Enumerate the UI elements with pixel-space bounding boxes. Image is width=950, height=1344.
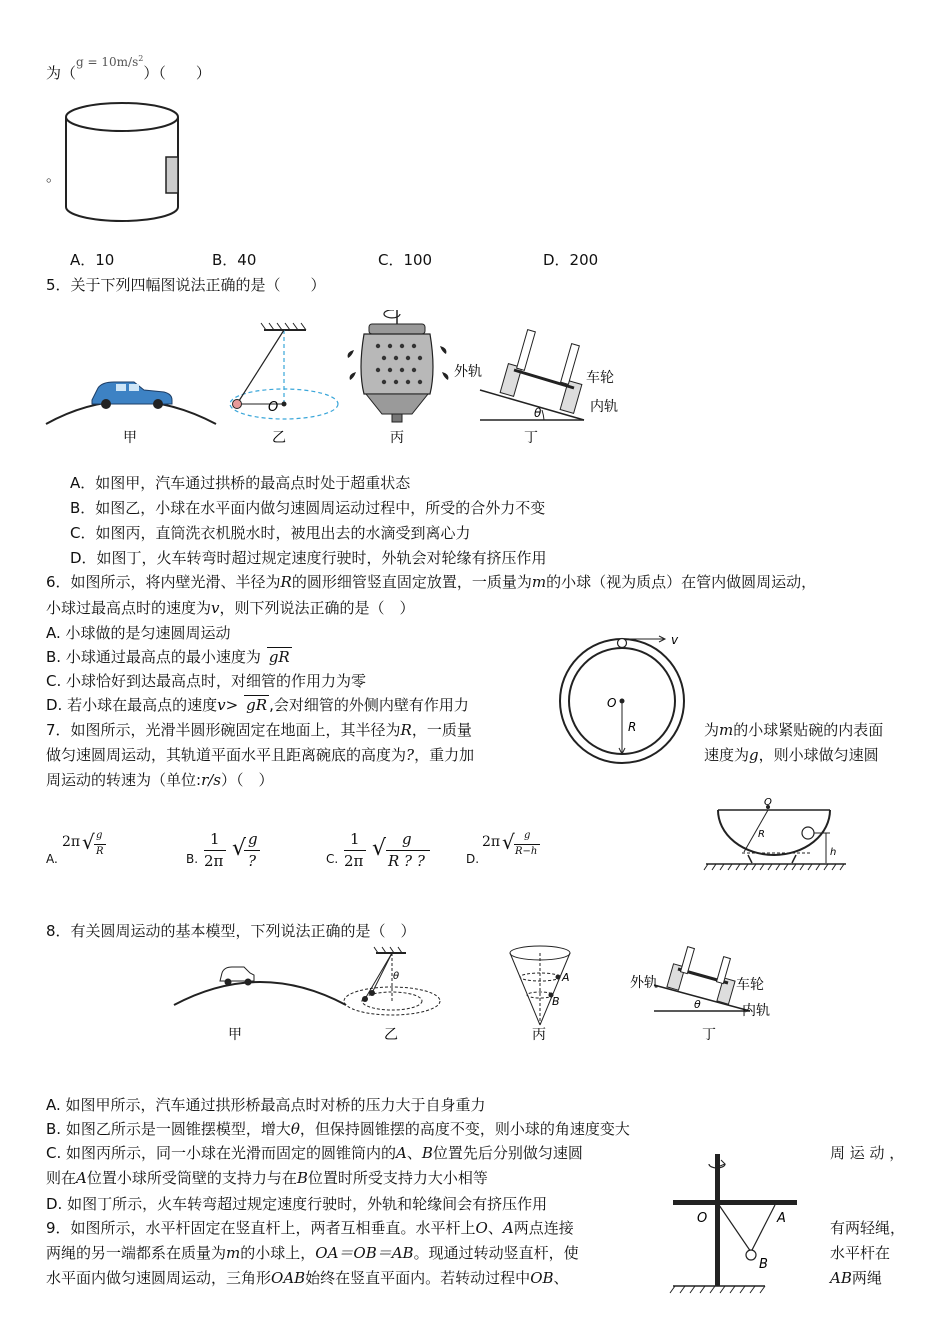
q8-option-c-a-var: A — [396, 1144, 407, 1162]
q5-option-d[interactable]: D．如图丁，火车转弯时超过规定速度行驶时，外轨会对轮缘有挤压作用 — [70, 549, 547, 567]
q9-line3 — [46, 1267, 569, 1288]
q7-option-b-bar — [244, 850, 260, 851]
q7-option-c-radical: √ — [372, 836, 387, 861]
drum-body — [361, 334, 433, 394]
q7-line2-g: g — [749, 746, 759, 764]
q8-fig-b: B — [552, 995, 560, 1008]
q6-line1-r: R — [280, 573, 292, 591]
q6-option-b[interactable] — [46, 646, 292, 667]
q9-line2-eq: OA＝OB＝AB — [315, 1244, 414, 1262]
q5-stem: 5．关于下列四幅图说法正确的是（ ） — [46, 276, 326, 294]
q5-fig-inner: 内轨 — [590, 399, 618, 415]
q7-option-c-den1: 2π — [344, 852, 364, 870]
q8-option-c2-a-var: A — [76, 1169, 87, 1187]
q7-line1-right — [704, 719, 883, 740]
q6-fig-v: v — [671, 633, 679, 647]
q8-fig-jia — [174, 967, 346, 1005]
q4-prefix-text: 为（ — [46, 64, 77, 82]
q9-line3-oab: OAB — [271, 1269, 306, 1287]
q7-option-b-label: B. — [186, 852, 199, 866]
q8-fig-yi — [344, 947, 440, 1015]
q4-option-a[interactable]: A．10 — [70, 251, 115, 269]
q6-line2 — [46, 597, 415, 618]
q7-option-c-num: g — [402, 830, 412, 848]
q8-option-c-sep: 、 — [406, 1144, 422, 1162]
q9-line3-e: 两绳 — [851, 1269, 882, 1287]
q9-rod-figure — [665, 1148, 830, 1298]
q7-line3-unit: r/s — [201, 771, 221, 789]
q9-line2-c: 。现通过转动竖直杆，使 — [413, 1244, 579, 1262]
cylinder-bottom — [66, 207, 178, 221]
q5-label-ding: 丁 — [524, 430, 538, 446]
q7-option-b-num1: 1 — [210, 830, 220, 848]
q7-fig-h: h — [830, 847, 837, 858]
q7-option-b-den: ? — [248, 852, 257, 870]
q5-fig-theta: θ — [534, 406, 542, 420]
q7-option-a[interactable] — [46, 830, 136, 870]
q9-line2 — [46, 1242, 579, 1263]
q6-line1-a: 6．如图所示，将内壁光滑、半径为 — [46, 573, 281, 591]
q9-line2-m: m — [226, 1244, 241, 1262]
q8-option-c-b-var: B — [421, 1144, 433, 1162]
q6-option-d-b: ,会对细管的外侧内壁有作用力 — [269, 696, 469, 714]
q7-line3-b: ）（ ） — [220, 771, 274, 789]
q7-line2-c: 速度为 — [704, 746, 750, 764]
rope-ab — [751, 1205, 775, 1252]
q5-label-jia: 甲 — [123, 430, 137, 446]
q4-tail: 。 — [46, 167, 62, 185]
q7-line3-a: 周运动的转速为（单位: — [46, 771, 202, 789]
q9-line1-sep: 、 — [487, 1219, 503, 1237]
bowl-legs — [748, 855, 796, 863]
q7-line1-m: m — [719, 721, 734, 739]
q7-option-a-den: R — [96, 846, 104, 857]
q7-option-c-bar — [386, 850, 430, 851]
q6-ring-figure — [555, 628, 705, 768]
q9-line3-ab: AB — [830, 1269, 852, 1287]
q9-line2-b: 的小球上， — [240, 1244, 316, 1262]
q7-line2-a: 做匀速圆周运动，其轨道平面水平且距离碗底的高度为 — [46, 746, 407, 764]
q7-line2-b: ，重力加 — [414, 746, 475, 764]
q8-fig-wheel: 车轮 — [736, 977, 764, 993]
q7-option-b-num: g — [248, 830, 258, 848]
q8-label-bing: 丙 — [532, 1027, 546, 1043]
q7-option-d-coef: 2π — [482, 834, 501, 850]
q8-option-c2-a: 则在 — [46, 1169, 77, 1187]
q5-fig-bing — [348, 310, 449, 422]
q8-option-b-theta: θ — [290, 1120, 300, 1138]
q5-fig-o: O — [268, 400, 279, 415]
q7-option-b[interactable] — [186, 830, 276, 874]
string — [237, 330, 284, 404]
q8-fig-bing — [510, 946, 570, 1025]
q6-line1 — [46, 571, 816, 592]
q5-label-yi: 乙 — [272, 430, 286, 446]
q8-option-c-b: 位置先后分别做匀速圆 — [432, 1144, 583, 1162]
q8-option-c[interactable] — [46, 1142, 583, 1163]
inner-post — [561, 344, 580, 385]
q6-option-a[interactable]: A. 小球做的是匀速圆周运动 — [46, 624, 231, 642]
cylinder-top — [66, 103, 178, 131]
q8-label-jia: 甲 — [228, 1027, 242, 1043]
q9-fig-b: B — [759, 1257, 768, 1272]
drum-base — [392, 414, 402, 422]
q6-option-d[interactable] — [46, 694, 469, 715]
q8-option-b-a: B. 如图乙所示是一圆锥摆模型，增大 — [46, 1120, 291, 1138]
q8-label-ding: 丁 — [702, 1027, 716, 1043]
q9-line1-a-var: A — [502, 1219, 514, 1237]
q6-option-b-text: B. 小球通过最高点的最小速度为 — [46, 648, 261, 666]
q7-line1 — [46, 719, 472, 740]
car-wheel-2 — [153, 399, 163, 409]
pendulum-ball — [233, 400, 242, 409]
q7-fig-o: O — [764, 797, 772, 808]
q7-bowl-figure — [700, 795, 850, 880]
q6-option-d-sqrt: gR — [246, 696, 268, 714]
theta-arc — [542, 410, 544, 420]
car-window-2 — [129, 384, 139, 391]
q7-option-a-num: g — [96, 830, 103, 841]
q9-line3-a: 水平面内做匀速圆周运动，三角形 — [46, 1269, 272, 1287]
q8-fig-outer: 外轨 — [630, 975, 658, 991]
q8-option-a[interactable]: A. 如图甲所示，汽车通过拱形桥最高点时对桥的压力大于自身重力 — [46, 1096, 486, 1114]
q9-line3-b: 始终在竖直平面内。若转动过程中 — [305, 1269, 531, 1287]
q7-option-d[interactable] — [466, 830, 556, 870]
car-wheel — [101, 399, 111, 409]
q4-g-value — [76, 55, 143, 69]
q7-option-c-label: C. — [326, 852, 339, 866]
cone-right — [540, 953, 570, 1025]
q7-option-a-coef: 2π — [62, 834, 81, 850]
q7-option-d-bar — [514, 844, 540, 845]
q6-fig-o: O — [607, 696, 617, 710]
cylinder-block — [166, 157, 178, 193]
q7-line1-d: 的小球紧贴碗的内表面 — [733, 721, 884, 739]
q6-option-d-a: D. 若小球在最高点的速度 — [46, 696, 218, 714]
q8-option-c2-b: 位置小球所受筒壁的支持力与在 — [86, 1169, 297, 1187]
bridge-arch — [174, 982, 346, 1005]
tube-ball — [618, 639, 627, 648]
horizontal-rod — [673, 1200, 797, 1205]
q5-option-a[interactable]: A．如图甲，汽车通过拱桥的最高点时处于超重状态 — [70, 474, 411, 492]
q9-line1-b: 两点连接 — [513, 1219, 574, 1237]
q8-option-c-line2 — [46, 1167, 488, 1188]
q9-line3-ob: OB — [530, 1269, 554, 1287]
bowl-ball — [802, 827, 814, 839]
q7-option-c-den: R ? ? — [388, 852, 425, 870]
q6-option-c[interactable]: C. 小球恰好到达最高点时，对细管的作用力为零 — [46, 672, 367, 690]
q8-option-d[interactable]: D. 如图丁所示，火车转弯超过规定速度行驶时，外轨和轮缘间会有挤压作用 — [46, 1195, 548, 1213]
center-dot — [282, 402, 287, 407]
q7-line3 — [46, 769, 274, 790]
q9-line2-a: 两绳的另一端都系在质量为 — [46, 1244, 227, 1262]
cone-left — [510, 953, 540, 1025]
pendulum-ball — [362, 996, 368, 1002]
drum-bottom — [366, 394, 428, 414]
q8-figures — [170, 945, 790, 1050]
pendulum-ball-2 — [369, 990, 375, 996]
q7-option-c-bar1 — [344, 850, 366, 851]
drum-top — [369, 324, 425, 334]
q9-fig-a: A — [777, 1211, 786, 1226]
q7-option-d-label: D. — [466, 852, 480, 866]
q4-prefix — [46, 54, 211, 83]
q4-option-c[interactable]: C．100 — [378, 251, 433, 269]
q6-line1-m: m — [531, 573, 547, 591]
q9-line1-a: 9．如图所示，水平杆固定在竖直杆上，两者互相垂直。水平杆上 — [46, 1219, 476, 1237]
q5-figures — [44, 310, 624, 450]
q4-suffix: ）（ ） — [143, 64, 211, 82]
q7-line1-c: 为 — [704, 721, 720, 739]
string — [365, 953, 392, 999]
q6-option-d-gt: > — [225, 696, 239, 714]
q8-option-c2-c: 位置时所受支持力大小相等 — [307, 1169, 488, 1187]
q5-fig-outer: 外轨 — [454, 364, 482, 380]
q4-option-d[interactable]: D．200 — [543, 251, 599, 269]
car-window — [116, 384, 126, 391]
q5-fig-ding — [454, 330, 618, 420]
q9-line3-c: 、 — [553, 1269, 569, 1287]
q9-line1 — [46, 1217, 574, 1238]
q7-option-d-den: R−h — [515, 846, 538, 857]
q6-fig-r: R — [628, 720, 637, 734]
q5-label-bing: 丙 — [390, 430, 404, 446]
q8-fig-theta-yi: θ — [393, 971, 400, 982]
q8-stem: 8．有关圆周运动的基本模型，下列说法正确的是（ ） — [46, 922, 416, 940]
outer-post — [681, 947, 695, 974]
q8-fig-ding — [630, 947, 770, 1019]
ground-hatch — [670, 1286, 765, 1293]
q7-option-c-num1: 1 — [350, 830, 360, 848]
q8-option-c2-b-var: B — [296, 1169, 308, 1187]
rope-ob — [719, 1205, 751, 1252]
q7-option-b-den1: 2π — [204, 852, 224, 870]
q5-fig-yi — [230, 323, 338, 419]
q7-fig-r: R — [758, 829, 765, 840]
q9-line1-o: O — [475, 1219, 488, 1237]
q7-option-b-bar1 — [204, 850, 226, 851]
q7-option-a-label: A. — [46, 852, 58, 866]
q8-option-c-a: C. 如图丙所示，同一小球在光滑而固定的圆锥筒内的 — [46, 1144, 397, 1162]
q7-option-d-num: g — [524, 830, 531, 841]
q7-line1-b: ，一质量 — [411, 721, 472, 739]
q9-line2-right: 水平杆在 — [830, 1244, 891, 1262]
q5-option-b[interactable]: B．如图乙，小球在水平面内做匀速圆周运动过程中，所受的合外力不变 — [70, 499, 546, 517]
q5-fig-wheel: 车轮 — [586, 370, 614, 386]
q9-ball — [746, 1250, 756, 1260]
q4-g-sup: 2 — [138, 54, 144, 63]
q9-fig-o: O — [697, 1211, 708, 1226]
q7-option-b-radical: √ — [232, 836, 247, 861]
ball-a — [556, 975, 561, 980]
q5-option-c[interactable]: C．如图丙，直筒洗衣机脱水时，被甩出去的水滴受到离心力 — [70, 524, 471, 542]
q6-line2-v: v — [211, 599, 220, 617]
q7-line1-r: R — [400, 721, 412, 739]
q7-line2-right — [704, 744, 879, 765]
ceiling-hatch — [261, 323, 306, 330]
q6-line1-c: 的小球（视为质点）在管内做圆周运动， — [546, 573, 817, 591]
q7-line2 — [46, 744, 474, 765]
q8-fig-theta-ding: θ — [694, 998, 701, 1011]
q8-label-yi: 乙 — [384, 1027, 398, 1043]
vertical-rod — [715, 1154, 720, 1286]
q8-fig-a: A — [562, 971, 570, 984]
q4-cylinder-figure — [60, 95, 190, 235]
q9-line3-right — [830, 1267, 882, 1288]
q6-option-d-v: v — [217, 696, 226, 714]
car-wheel — [225, 979, 232, 986]
q7-option-c[interactable] — [326, 830, 436, 874]
q6-line2-a: 小球过最高点时的速度为 — [46, 599, 212, 617]
q4-g-text: g = 10m/s — [76, 55, 139, 69]
q6-line2-b: ，则下列说法正确的是（ ） — [219, 599, 415, 617]
q8-option-b[interactable] — [46, 1118, 630, 1139]
q6-option-b-sqrt: gR — [268, 648, 290, 666]
q7-line2-q: ? — [406, 746, 415, 764]
outer-post — [517, 330, 536, 371]
ground-hatch — [704, 864, 844, 870]
q8-fig-inner: 内轨 — [742, 1003, 770, 1019]
q7-option-d-radical: √ — [502, 830, 515, 854]
q5-fig-jia — [46, 382, 216, 424]
q4-option-b[interactable]: B．40 — [212, 251, 257, 269]
q7-line2-d: ，则小球做匀速圆 — [758, 746, 879, 764]
car-wheel-2 — [245, 979, 252, 986]
q7-line1-a: 7．如图所示，光滑半圆形碗固定在地面上，其半径为 — [46, 721, 401, 739]
q8-option-b-b: ，但保持圆锥摆的高度不变，则小球的角速度变大 — [299, 1120, 630, 1138]
q7-option-a-bar — [94, 844, 106, 845]
q8-option-c-right: 周 运 动 ， — [830, 1144, 905, 1162]
q7-option-a-radical: √ — [82, 830, 95, 854]
q9-line1-right: 有两轻绳， — [830, 1219, 906, 1237]
q6-line1-b: 的圆形细管竖直固定放置，一质量为 — [291, 573, 532, 591]
